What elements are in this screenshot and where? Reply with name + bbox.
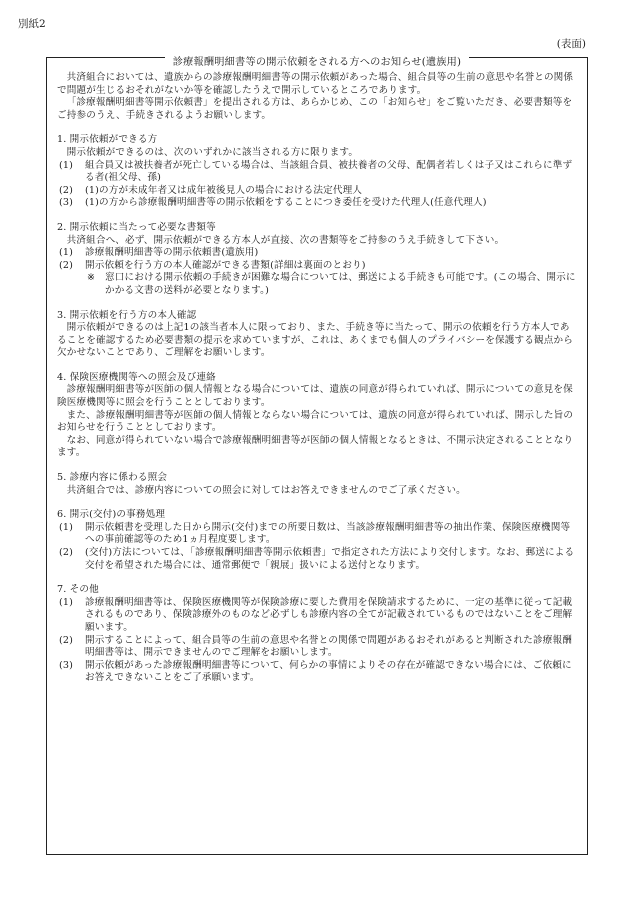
item-text: 診療報酬明細書等は、保険医療機関等が保険診療に要した費用を保険請求するために、一定の基準に従って記載されるものであり、保険診療外のものなど必ずしも診療内容の全てが記載されているものではないことをご理解願います。 [85,596,573,633]
section-title: 2. 開示依頼に当たって必要な書類等 [57,221,216,233]
item-text: 開示することによって、組合員等の生前の意思や名誉との関係で問題があるおそれがあると判断された診療報酬明細書等は、開示できませんのでご理解をお願いします。 [85,634,572,659]
item-text: 組合員又は被扶養者が死亡している場合は、当該組合員、被扶養者の父母、配偶者若しくは子又はこれらに準ずる者(祖父母、孫) [85,159,573,184]
item-number: (1) [59,247,74,259]
section-note [57,272,577,297]
section-title: 1. 開示依頼ができる方 [57,134,158,146]
section-paragraph: なお、同意が得られていない場合で診療報酬明細書等が医師の個人情報となるときは、不開示決定されることとなります。 [57,434,574,459]
list-item [57,160,577,185]
notice-content [57,72,577,685]
item-text: 診療報酬明細書等の開示依頼書(遺族用) [85,247,259,259]
section-title: 5. 診療内容に係わる照会 [57,472,168,484]
notice-frame [46,57,588,855]
item-text: (1)の方が未成年者又は成年被後見人の場合における法定代理人 [85,184,363,196]
section-title: 7. その他 [57,584,99,596]
section-paragraph: 開示依頼ができるのは上記1の該当者本人に限っており、また、手続き等に当たって、開示の依頼を行う方本人であることを確認するため必要書類の提示を求めていますが、これは、あくまでも個人のプライバシーを保護する観点から欠かせないことであり、ご理解をお願いします。 [57,322,573,359]
item-text: 開示依頼を行う方の本人確認ができる書類(詳細は裏面のとおり) [85,259,366,271]
item-number: (2) [59,547,74,558]
list-item [57,185,577,198]
attachment-label: 別紙2 [18,18,46,30]
section-paragraph: 診療報酬明細書等が医師の個人情報となる場合については、遺族の同意が得られていれば、開示についての意見を保険医療機関等に照会を行うこととしております。 [57,384,573,409]
section-treatment-inquiry [57,472,577,497]
item-number: (2) [59,259,74,271]
notice-title: 診療報酬明細書等の開示依頼をされる方へのお知らせ(遺族用) [165,57,470,68]
item-text: 開示依頼があった診療報酬明細書等について、何らかの事情によりその存在が確認できない場合には、ご依頼にお答えできないことをご了承願います。 [85,659,572,684]
section-other [57,584,577,685]
section-title: 6. 開示(交付)の事務処理 [57,509,166,521]
list-item [57,635,577,660]
section-title: 4. 保険医療機関等への照会及び連絡 [57,371,216,383]
list-item [57,247,577,260]
list-item [57,660,577,685]
item-number: (1) [59,596,74,608]
list-item [57,522,577,547]
section-body: 開示依頼ができるのは、次のいずれかに該当される方に限ります。 [66,146,359,158]
list-item [57,197,577,210]
item-number: (3) [59,197,74,209]
section-required-documents [57,222,577,298]
section-body: 共済組合へ、必ず、開示依頼ができる方本人が直接、次の書類等をご持参のうえ手続きして下さい。 [66,234,505,246]
list-item [57,597,577,635]
note-text: 窓口における開示依頼の手続きが困難な場合については、郵送による手続きも可能です。(この場合、開示にかかる文書の送料が必要となります。) [105,272,576,296]
list-item [57,547,577,572]
item-number: (1) [59,159,74,171]
item-text: 開示依頼書を受理した日から開示(交付)までの所要日数は、当該診療報酬明細書等の抽出作業、保険医療機関等への事前確認等のため1ヵ月程度要します。 [85,521,571,546]
item-number: (2) [59,184,74,196]
item-number: (3) [59,659,74,671]
item-number: (1) [59,521,74,533]
section-paragraph: また、診療報酬明細書等が医師の個人情報とならない場合については、遺族の同意が得られていれば、開示した旨のお知らせを行うこととしております。 [57,409,574,434]
section-disclosure-processing [57,509,577,572]
note-mark: ※ [87,272,96,284]
intro-paragraph-1: 共済組合においては、遺族からの診療報酬明細書等の開示依頼があった場合、組合員等の生前の意思や名誉との関係で問題が生じるおそれがないか等を確認したうえで開示しているところであります。 [57,72,574,96]
intro-paragraph-2: 「診療報酬明細書等開示依頼書」を提出される方は、あらかじめ、この「お知らせ」をご覧いただき、必要書類等をご持参のうえ、手続きされるようお願いします。 [57,97,573,121]
item-text: (1)の方から診療報酬明細書等の開示依頼をすることにつき委任を受けた代理人(任意代理人) [85,197,487,209]
section-eligible-persons [57,134,577,210]
section-body: 共済組合では、診療内容についての照会に対してはお答えできませんのでご了承ください。 [66,484,466,496]
list-item [57,260,577,273]
page-side-label: (表面) [556,38,586,50]
section-institution-inquiry [57,372,577,460]
item-text: (交付)方法については、「診療報酬明細書等開示依頼書」で指定された方法により交付します。なお、郵送による交付を希望された場合には、通常郵便で「親展」扱いによる送付となります。 [85,547,575,571]
item-number: (2) [59,634,74,646]
section-identity-check [57,310,577,360]
section-title: 3. 開示依頼を行う方の本人確認 [57,309,197,321]
